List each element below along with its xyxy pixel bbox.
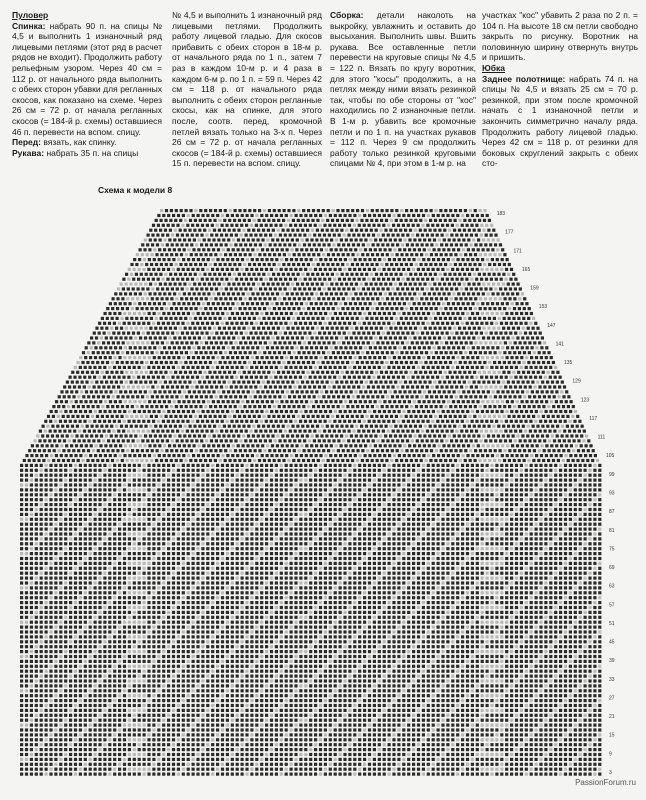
assembly-column — [330, 10, 476, 169]
skirt-back-paragraph: Заднее полотнище: набрать 74 п. на спицы № 4,5 и вязать 25 см = 70 р. резинкой, при этом после кромочной начать с 1 изнаночной петли и закончить симметрично началу ряда. Продолжить работу лицевой гладью. Через 42 см = 118 р. от резинки для боковых скруглений закрыть с обеих сто- — [482, 73, 638, 169]
row-number-label: 27 — [609, 695, 615, 702]
row-number-label: 183 — [496, 211, 506, 217]
row-number-label: 75 — [609, 546, 615, 553]
row-number-label: 123 — [580, 397, 590, 404]
row-number-label: 171 — [513, 248, 522, 255]
row-number-label: 39 — [609, 658, 615, 665]
row-number-label: 159 — [530, 285, 539, 292]
row-number-label: 153 — [538, 304, 548, 311]
row-number-label: 177 — [505, 229, 514, 236]
row-number-label: 3 — [609, 770, 612, 776]
skirt-column — [482, 10, 638, 169]
assembly-paragraph: Сборка: детали наколоть на выкройку, увлажнить и оставить до высыхания. Выполнить швы. Вшить рукава. Все оставленные петли перевести на круговые спицы № 4,5 = 122 п. Вязать по кругу воротник, для этого "косы" продолжить, а на петлях между ними вязать резинкой так, чтобы по обе стороны от "кос" находились по 2 изнаночные петли. В 1-м р. убавить все кромочные петли и по 1 п. на участках рукавов = 112 п. Через 9 см продолжить работу только резинкой круговыми спицами № 4, при этом в 1-м р. на — [330, 10, 476, 169]
row-number-label: 9 — [609, 751, 612, 758]
row-number-label: 129 — [572, 378, 581, 385]
row-number-label: 15 — [609, 732, 615, 739]
row-number-label: 33 — [609, 676, 615, 683]
row-number-label: 165 — [521, 266, 531, 273]
row-number-label: 147 — [547, 322, 556, 329]
row-number-label: 63 — [609, 583, 615, 590]
row-number-label: 99 — [609, 471, 615, 478]
front-paragraph: Перед: вязать, как спинку. — [12, 137, 117, 148]
sleeves-paragraph: Рукава: набрать 35 п. на спицы — [12, 147, 139, 158]
row-number-label: 93 — [609, 490, 615, 497]
chart-title: Схема к модели 8 — [98, 185, 173, 195]
row-number-label: 81 — [609, 527, 615, 534]
skirt-heading: Юбка — [482, 62, 505, 73]
pullover-heading: Пуловер — [12, 10, 49, 20]
row-number-label: 141 — [555, 341, 564, 348]
collar-paragraph: участках "кос" убавить 2 раза по 2 п. = 104 п. На высоте 18 см петли свободно закрыть по рисунку. Воротник на половинную ширину отвернуть внутрь и пришить. — [482, 10, 638, 63]
pullover-column — [12, 10, 162, 158]
row-number-label: 105 — [606, 453, 615, 460]
row-number-label: 87 — [609, 509, 615, 516]
row-number-label: 57 — [609, 602, 615, 609]
sleeves-continued-column — [172, 10, 322, 169]
row-number-label: 69 — [609, 565, 615, 571]
knitting-chart — [0, 182, 646, 782]
row-number-label: 111 — [597, 434, 606, 441]
back-paragraph: Спинка: набрать 90 п. на спицы № 4,5 и выполнить 1 изнаночный ряд лицевыми петлями (этот ряд в расчет рядов не входит). Продолжить работу рельефным узором. Через 40 см = 112 р. от начального ряда выполнить с обеих сторон убавки для регланных скосов, как показано на схеме. Через 26 см = 72 р. от начала регланных скосов (= 184-й р. схемы) оставшиеся 46 п. перевести на вспом. спицу. — [12, 20, 163, 137]
row-number-label: 21 — [609, 714, 615, 721]
row-number-label: 45 — [609, 639, 615, 646]
sleeves-continued-paragraph: № 4,5 и выполнить 1 изнаночный ряд лицевыми петлями. Продолжить работу лицевой гладью. Для скосов прибавить с обеих сторон в 18-м р. от начального ряда по 1 п., затем 7 раз в каждом 10-м р. и 4 раза в каждом 6-м р. по 1 п. = 59 п. Через 42 см = 118 р. от начального ряда выполнить с обеих сторон регланные скосы, как на спинке, для этого после, соотв. перед, кромочной петлей вязать только на 3-х п. Через 26 см = 72 р. от начала регланных скосов (= 184-й р. схемы) оставшиеся 15 п. перевести на вспом. спицу. — [172, 10, 322, 169]
knitting-chart-grid — [0, 182, 646, 782]
row-number-label: 117 — [589, 416, 598, 422]
instruction-text-columns — [0, 0, 646, 182]
row-number-label: 51 — [609, 620, 615, 627]
row-number-label: 135 — [564, 360, 573, 367]
watermark: PassionForum.ru — [575, 778, 636, 787]
